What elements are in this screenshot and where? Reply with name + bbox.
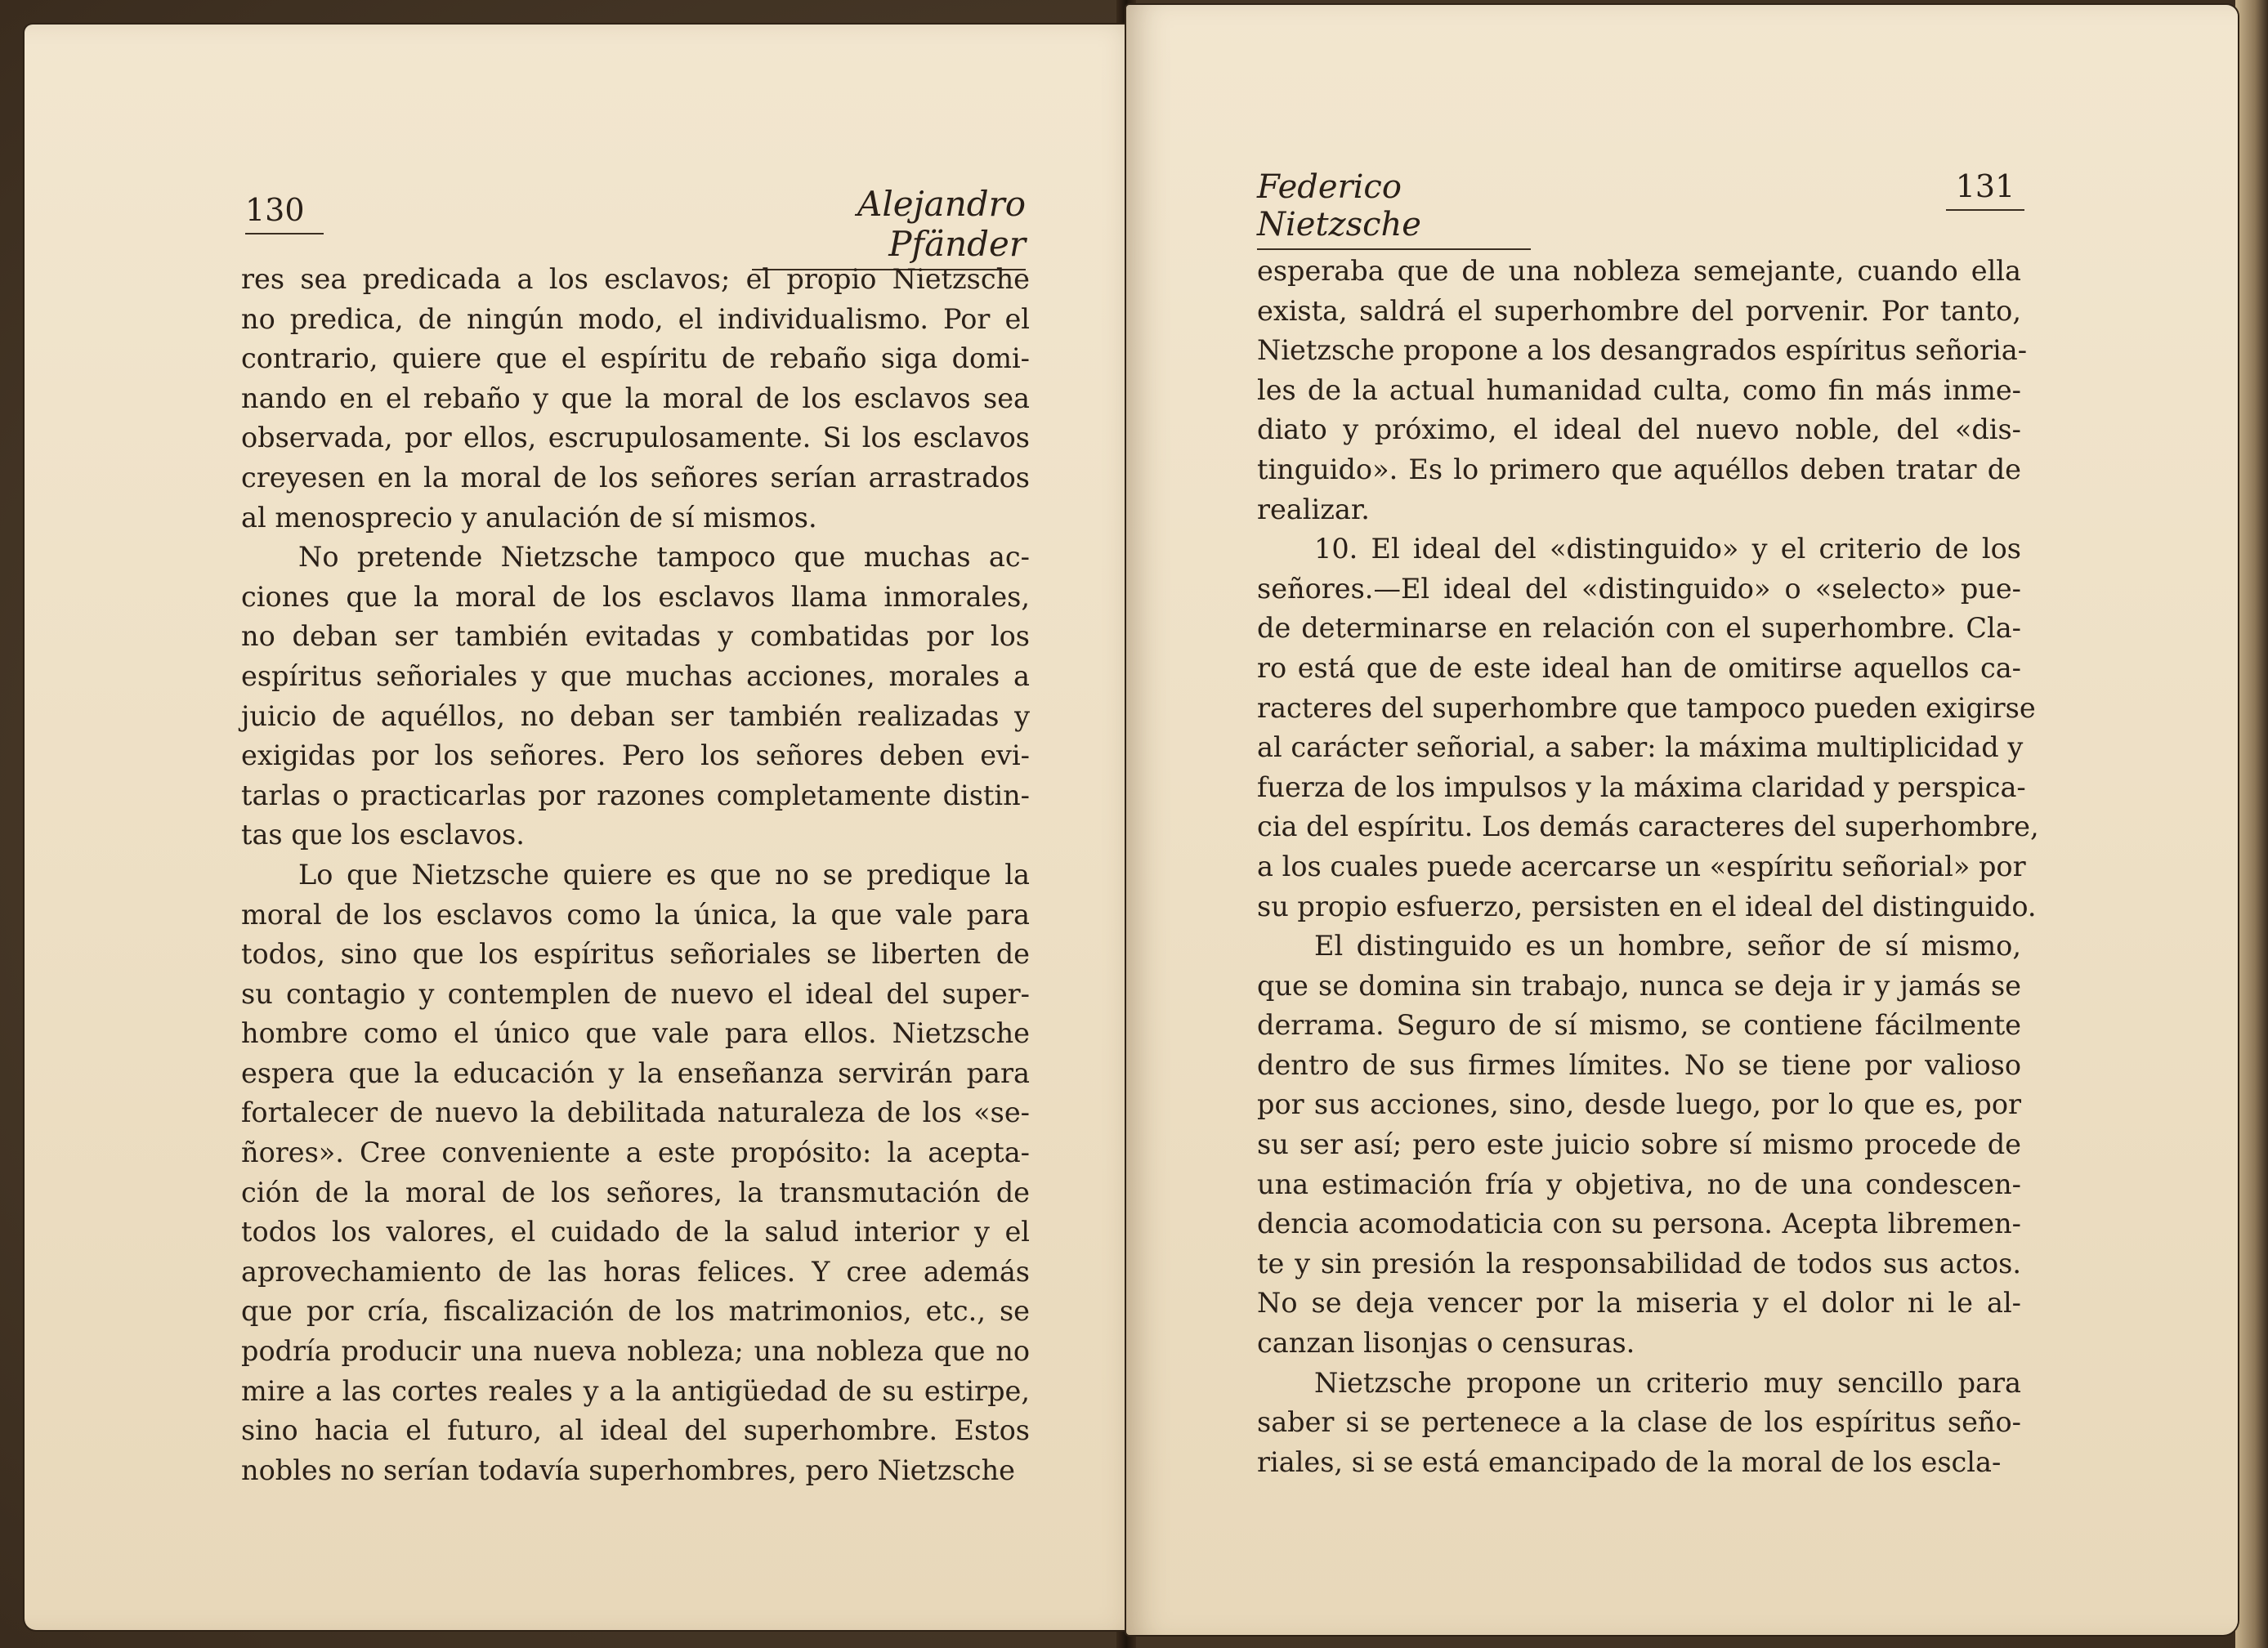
- body-text: [241, 260, 1030, 1490]
- text-line: cia del espíritu. Los demás caracteres del superhombre,: [1257, 811, 2039, 843]
- text-line: res sea predicada a los esclavos; el propio Nietzsche: [241, 263, 1030, 295]
- page-number: 131: [1946, 168, 2024, 211]
- text-line: tas que los esclavos.: [241, 819, 525, 851]
- text-line: todos, sino que los espíritus señoriales se liberten de: [241, 938, 1030, 971]
- text-line: sino hacia el futuro, al ideal del superhombre. Estos: [241, 1414, 1030, 1447]
- text-line: ciones que la moral de los esclavos llama inmorales,: [241, 580, 1030, 613]
- text-line: hombre como el único que vale para ellos. Nietzsche: [241, 1017, 1030, 1050]
- text-line: mire a las cortes reales y a la antigüedad de su estirpe,: [241, 1374, 1030, 1407]
- text-line: que se domina sin trabajo, nunca se deja ir y jamás se: [1257, 969, 2021, 1002]
- text-line: moral de los esclavos como la única, la que vale para: [241, 898, 1030, 931]
- text-line: por sus acciones, sino, desde luego, por lo que es, por: [1257, 1088, 2021, 1121]
- text-line: señores.—El ideal del «distinguido» o «selecto» pue-: [1257, 572, 2021, 605]
- text-line: riales, si se está emancipado de la moral de los escla-: [1257, 1445, 2002, 1478]
- text-line: Lo que Nietzsche quiere es que no se predique la: [298, 858, 1030, 891]
- text-line: derrama. Seguro de sí mismo, se contiene fácilmente: [1257, 1009, 2021, 1042]
- page-number: 130: [245, 192, 324, 234]
- text-line: creyesen en la moral de los señores serían arrastrados: [241, 461, 1030, 494]
- text-line: El distinguido es un hombre, señor de sí mismo,: [1314, 930, 2021, 962]
- text-line: no deban ser también evitadas y combatidas por los: [241, 620, 1030, 653]
- text-line: Nietzsche propone a los desangrados espíritus señoria-: [1257, 334, 2028, 367]
- text-line: dentro de sus firmes límites. No se tiene por valioso: [1257, 1048, 2021, 1081]
- running-header: Federico Nietzsche: [1257, 168, 1531, 250]
- text-line: les de la actual humanidad culta, como fin más inme-: [1257, 373, 2021, 406]
- text-line: No pretende Nietzsche tampoco que muchas ac-: [298, 541, 1030, 574]
- text-line: exista, saldrá el superhombre del porvenir. Por tanto,: [1257, 294, 2021, 327]
- text-line: diato y próximo, el ideal del nuevo noble, del «dis-: [1257, 413, 2021, 446]
- text-line: no predica, de ningún modo, el individualismo. Por el: [241, 302, 1030, 335]
- text-line: tinguido». Es lo primero que aquéllos deben tratar de: [1257, 453, 2021, 485]
- text-line: racteres del superhombre que tampoco pueden exigirse: [1257, 691, 2036, 724]
- left-page: [25, 25, 1146, 1630]
- text-line: ción de la moral de los señores, la transmutación de: [241, 1176, 1030, 1208]
- text-line: No se deja vencer por la miseria y el dolor ni le al-: [1257, 1287, 2021, 1320]
- text-line: fortalecer de nuevo la debilitada naturaleza de los «se-: [241, 1096, 1030, 1129]
- right-page: [1126, 5, 2238, 1635]
- text-line: ñores». Cree conveniente a este propósito: la acepta-: [241, 1137, 1030, 1169]
- text-line: ro está que de este ideal han de omitirse aquellos ca-: [1257, 651, 2021, 684]
- text-line: esperaba que de una nobleza semejante, cuando ella: [1257, 255, 2021, 287]
- text-line: su contagio y contemplen de nuevo el ideal del super-: [241, 977, 1030, 1010]
- body-text: [1257, 252, 2039, 1482]
- page-edges: [2235, 0, 2268, 1648]
- text-line: podría producir una nueva nobleza; una nobleza que no: [241, 1335, 1030, 1368]
- text-line: observada, por ellos, escrupulosamente. Si los esclavos: [241, 422, 1030, 454]
- text-line: aprovechamiento de las horas felices. Y cree además: [241, 1255, 1030, 1288]
- text-line: su propio esfuerzo, persisten en el ideal del distinguido.: [1257, 890, 2037, 922]
- text-line: te y sin presión la responsabilidad de todos sus actos.: [1257, 1247, 2021, 1280]
- text-line: exigidas por los señores. Pero los señores deben evi-: [241, 739, 1030, 772]
- text-line: una estimación fría y objetiva, no de una condescen-: [1257, 1168, 2021, 1200]
- text-line: Nietzsche propone un criterio muy sencillo para: [1314, 1366, 2021, 1399]
- text-line: tarlas o practicarlas por razones completamente distin-: [241, 779, 1030, 811]
- running-header: Alejandro Pfänder: [752, 184, 1026, 270]
- text-line: contrario, quiere que el espíritu de rebaño siga domi-: [241, 342, 1030, 375]
- text-line: espíritus señoriales y que muchas acciones, morales a: [241, 659, 1030, 692]
- text-line: a los cuales puede acercarse un «espíritu señorial» por: [1257, 850, 2026, 882]
- text-line: que por cría, fiscalización de los matrimonios, etc., se: [241, 1295, 1030, 1328]
- text-line: canzan lisonjas o censuras.: [1257, 1327, 1635, 1360]
- text-line: realizar.: [1257, 493, 1370, 525]
- text-line: fuerza de los impulsos y la máxima claridad y perspica-: [1257, 770, 2026, 803]
- text-line: juicio de aquéllos, no deban ser también realizadas y: [241, 699, 1030, 732]
- text-line: nobles no serían todavía superhombres, pero Nietzsche: [241, 1454, 1015, 1486]
- text-line: nando en el rebaño y que la moral de los esclavos sea: [241, 382, 1030, 414]
- text-line: al menosprecio y anulación de sí mismos.: [241, 501, 817, 534]
- text-line: espera que la educación y la enseñanza servirán para: [241, 1056, 1030, 1089]
- text-line: todos los valores, el cuidado de la salud interior y el: [241, 1216, 1030, 1248]
- text-line: dencia acomodaticia con su persona. Acepta libremen-: [1257, 1208, 2021, 1240]
- text-line: al carácter señorial, a saber: la máxima multiplicidad y: [1257, 731, 2024, 764]
- text-line: 10. El ideal del «distinguido» y el criterio de los: [1314, 533, 2021, 565]
- text-line: de determinarse en relación con el superhombre. Cla-: [1257, 612, 2021, 645]
- text-line: su ser así; pero este juicio sobre sí mismo procede de: [1257, 1128, 2021, 1161]
- text-line: saber si se pertenece a la clase de los espíritus seño-: [1257, 1406, 2021, 1439]
